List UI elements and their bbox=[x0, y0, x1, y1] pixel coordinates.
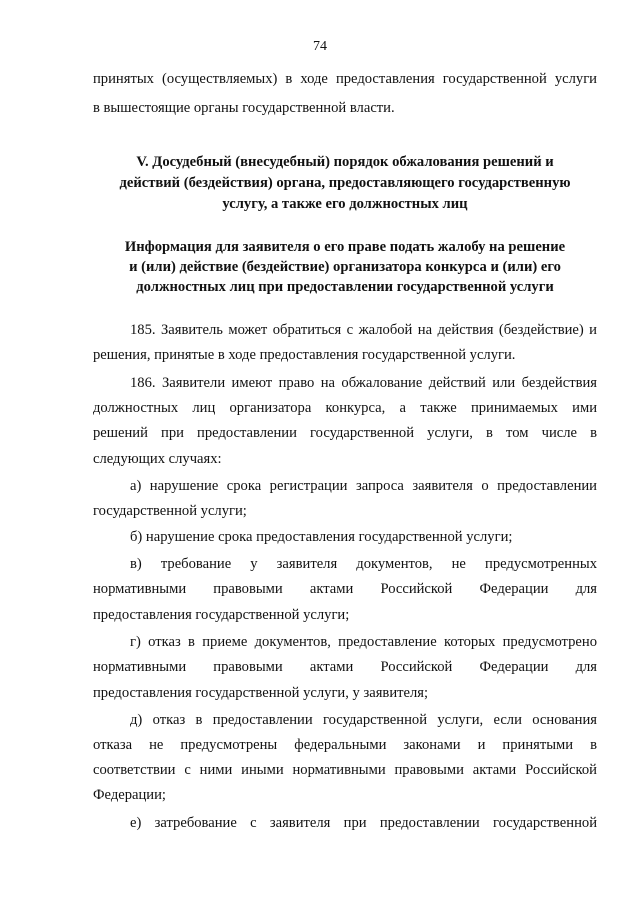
list-item-line: г) отказ в приеме документов, предоставление которых предусмотрено bbox=[130, 634, 597, 650]
list-item-line: государственной услуги; bbox=[93, 503, 247, 519]
text-line: в вышестоящие органы государственной власти. bbox=[93, 100, 395, 116]
list-item-line: д) отказ в предоставлении государственной услуги, если основания bbox=[130, 712, 597, 728]
paragraph-line: 186. Заявители имеют право на обжалование действий или бездействия bbox=[130, 375, 597, 391]
list-item-line: а) нарушение срока регистрации запроса заявителя о предоставлении bbox=[130, 478, 597, 494]
page-number: 74 bbox=[313, 39, 327, 54]
list-item-line: соответствии с ними иными нормативными правовыми актами Российской bbox=[93, 762, 597, 778]
paragraph-line: 185. Заявитель может обратиться с жалобой на действия (бездействие) и bbox=[130, 322, 597, 338]
list-item-line: отказа не предусмотрены федеральными законами и принятыми в bbox=[93, 737, 597, 753]
paragraph-line: решения, принятые в ходе предоставления государственной услуги. bbox=[93, 347, 516, 363]
subsection-heading: Информация для заявителя о его праве подать жалобу на решение bbox=[124, 239, 566, 255]
subsection-heading: и (или) действие (бездействие) организатора конкурса и (или) его bbox=[129, 259, 561, 275]
section-heading: действий (бездействия) органа, предоставляющего государственную bbox=[119, 175, 571, 191]
list-item-line: Федерации; bbox=[93, 787, 166, 803]
list-item-line: предоставления государственной услуги; bbox=[93, 607, 350, 623]
list-item-line: предоставления государственной услуги, у заявителя; bbox=[93, 685, 429, 701]
paragraph-line: решений при предоставлении государственной услуги, в том числе в bbox=[93, 425, 597, 441]
section-heading: услугу, а также его должностных лиц bbox=[222, 196, 468, 212]
paragraph-line: должностных лиц организатора конкурса, а также принимаемых ими bbox=[93, 400, 597, 416]
text-line: принятых (осуществляемых) в ходе предоставления государственной услуги bbox=[93, 71, 597, 87]
subsection-heading: должностных лиц при предоставлении государственной услуги bbox=[136, 279, 554, 295]
list-item-line: е) затребование с заявителя при предоставлении государственной bbox=[130, 815, 597, 831]
list-item-line: б) нарушение срока предоставления государственной услуги; bbox=[130, 529, 513, 545]
list-item-line: нормативными правовыми актами Российской Федерации для bbox=[93, 659, 597, 675]
list-item-line: в) требование у заявителя документов, не предусмотренных bbox=[130, 556, 597, 572]
list-item-line: нормативными правовыми актами Российской Федерации для bbox=[93, 581, 597, 597]
paragraph-line: следующих случаях: bbox=[93, 451, 222, 467]
section-heading: V. Досудебный (внесудебный) порядок обжалования решений и bbox=[136, 154, 554, 170]
